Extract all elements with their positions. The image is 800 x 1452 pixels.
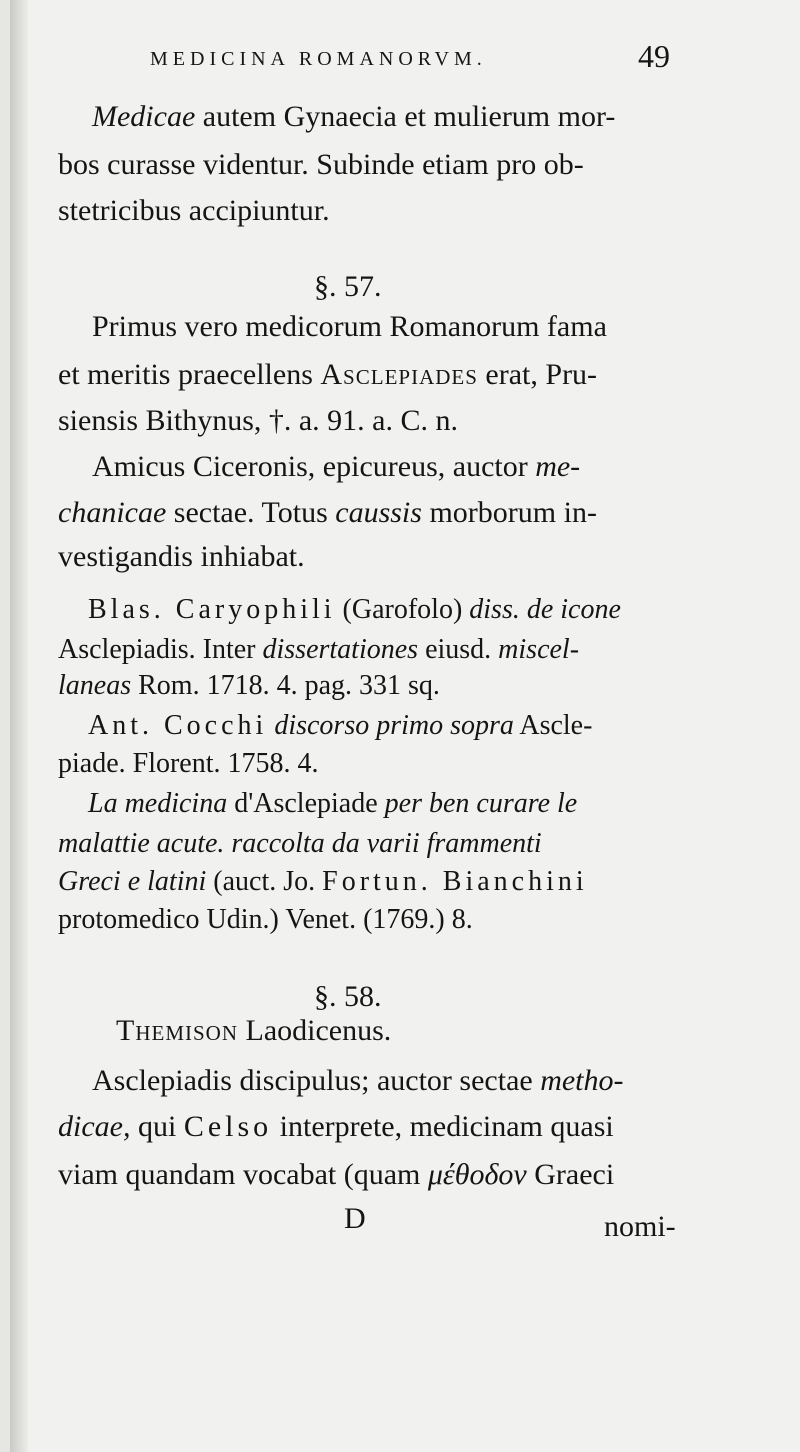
- s57-text: et meritis praecellens: [58, 358, 321, 391]
- section-mark-57: §. 57.: [314, 270, 382, 303]
- intro-line-2: bos curasse videntur. Subinde etiam pro ob-: [58, 148, 584, 181]
- ref2-line-2: piade. Florent. 1758. 4.: [58, 748, 319, 779]
- s57-italic: chanicae: [58, 496, 167, 529]
- running-head: MEDICINA ROMANORVM.: [150, 48, 487, 70]
- ref-italic: dissertationes: [262, 634, 419, 665]
- s57-text: Amicus Ciceronis, epicureus, auctor: [92, 450, 536, 483]
- name-celsus: Celso: [183, 1110, 273, 1143]
- page-number: 49: [638, 38, 670, 74]
- ref1-line-3: [58, 672, 440, 700]
- greek-word: μέθοδον: [427, 1158, 527, 1191]
- s58-text: qui: [130, 1110, 184, 1143]
- ref-text: Ascle-: [513, 710, 593, 741]
- ref-text: (Garofolo): [335, 594, 470, 625]
- name-themison: Themison: [116, 1014, 238, 1047]
- intro-line-1: [92, 102, 615, 132]
- ref-author: Fortun. Bianchini: [322, 866, 588, 897]
- page-edge-shadow: [10, 0, 28, 1452]
- s57-italic: caussis: [335, 496, 422, 529]
- intro-text: autem Gynaecia et mulierum mor-: [195, 100, 616, 133]
- ref-italic: La medicina: [88, 788, 228, 819]
- intro-line-3: stetricibus accipiuntur.: [58, 194, 330, 227]
- page-header: [150, 38, 670, 88]
- s57-line-3: siensis Bithynus, †. a. 91. a. C. n.: [58, 404, 459, 437]
- s58-line-3: [58, 1160, 614, 1190]
- s57-line-1: Primus vero medicorum Romanorum fama: [92, 310, 607, 343]
- s58-line-1: [92, 1066, 624, 1096]
- s58-italic: dicae,: [58, 1110, 131, 1143]
- s57-line-4: [92, 452, 580, 482]
- ref3-line-1: [88, 790, 577, 818]
- ref-text: d'Asclepiade: [227, 788, 385, 819]
- ref2-line-1: [88, 712, 592, 740]
- ref1-line-1: [88, 596, 621, 624]
- ref-italic: Greci e latini: [58, 866, 207, 897]
- s57-line-5: [58, 498, 597, 528]
- ref-italic: malattie acute. raccolta da varii frammenti: [58, 828, 542, 859]
- ref-italic: miscel-: [498, 634, 580, 665]
- s58-text: Graeci: [526, 1158, 615, 1191]
- intro-italic: Medicae: [92, 100, 196, 133]
- ref1-line-2: [58, 636, 579, 664]
- ref-text: (auct. Jo.: [206, 866, 323, 897]
- ref-italic: per ben curare le: [384, 788, 578, 819]
- s58-italic: metho-: [540, 1064, 624, 1097]
- ref-italic: diss. de icone: [469, 594, 621, 625]
- ref3-line-3: [58, 868, 588, 896]
- catchword: nomi-: [604, 1210, 676, 1243]
- signature-mark: D: [344, 1202, 366, 1235]
- s57-text: morborum in-: [421, 496, 597, 529]
- s57-text: sectae. Totus: [166, 496, 336, 529]
- s57-line-6: vestigandis inhiabat.: [58, 540, 305, 573]
- ref3-line-2: [58, 830, 542, 858]
- s58-title: [116, 1016, 391, 1046]
- s58-text: Laodicenus.: [238, 1014, 392, 1047]
- ref-text: Asclepiadis. Inter: [58, 634, 263, 665]
- s58-text: Asclepiadis discipulus; auctor sectae: [92, 1064, 541, 1097]
- s58-line-2: [58, 1112, 614, 1142]
- name-asclepiades: Asclepiades: [320, 358, 478, 391]
- s57-italic: me-: [535, 450, 581, 483]
- ref-italic: discorso primo sopra: [267, 710, 514, 741]
- ref-author: Blas. Caryophili: [88, 594, 336, 625]
- ref-author: Ant. Cocchi: [88, 710, 268, 741]
- s57-line-2: [58, 360, 597, 390]
- s58-text: viam quandam vocabat (quam: [58, 1158, 428, 1191]
- ref-italic: laneas: [58, 670, 132, 701]
- ref-text: eiusd.: [418, 634, 499, 665]
- ref3-line-4: protomedico Udin.) Venet. (1769.) 8.: [58, 904, 473, 935]
- ref-text: Rom. 1718. 4. pag. 331 sq.: [131, 670, 440, 701]
- section-mark-58: §. 58.: [314, 980, 382, 1013]
- s57-text: erat, Pru-: [477, 358, 598, 391]
- s58-text: interprete, medicinam quasi: [272, 1110, 614, 1143]
